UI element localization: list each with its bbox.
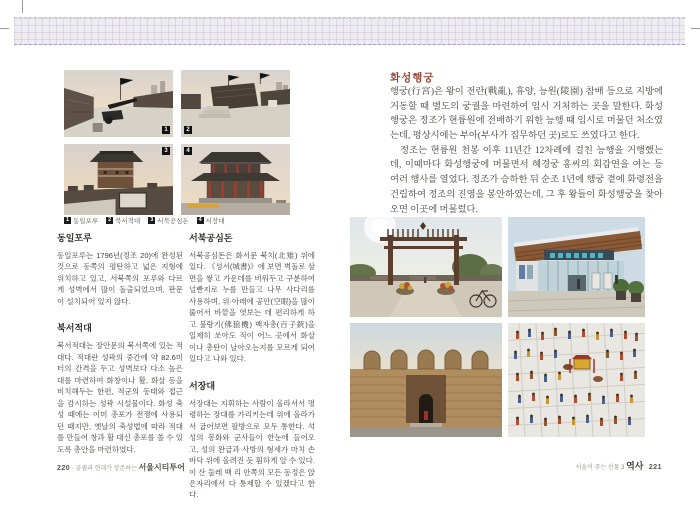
page-title: 화성행궁: [390, 72, 435, 84]
brick-tower-illustration: [64, 144, 173, 215]
photo-number-badge: 1: [162, 126, 170, 134]
footer-separator: ·: [71, 466, 74, 472]
footer-section-name: 역사: [626, 461, 644, 471]
rampart-steps-illustration: [181, 70, 290, 137]
caption-number-square: 1: [65, 217, 70, 223]
crop-mark-right: [691, 28, 700, 29]
photo-dongilporu: [64, 70, 173, 137]
section-body: 서북공심돈은 화서문 북치(北雉) 위에 있다. 《성서(城書)》에 보면 벽돌로 삼면을 쌓고 가운데를 비워두고 구분하여 널빤지로 누를 만들고 나무 사다리를 사용하며, 위·아래에 공안(空眼)을 많이 뚫어서 바깥을 엿보는 데 편리하게 하고 불랑기(佛狼機) 백자총(百子銃)을 일제히 쏘아도 적이 어느 곳에서 화살이나 총탄이 날아오는지를 모르게 되어 있다고 나와 있다.: [189, 251, 315, 364]
crop-mark-vertical: [22, 0, 23, 13]
footer-separator: ·: [645, 465, 648, 471]
modern-building-illustration: [508, 217, 645, 317]
footer-series: 서울이 주는 선물 3: [575, 465, 625, 471]
caption-label: 북서적대: [115, 218, 141, 225]
cannon-rampart-illustration: [64, 70, 173, 137]
caption-label: 서장대: [205, 218, 225, 225]
caption-number-square: 2: [108, 217, 112, 223]
section-body: 서장대는 지휘하는 사람이 올라서서 명령하는 장대를 가리키는데 위에 올라가서 굽어보면 팔방으로 모두 통한다. 석성의 봉화와 군사들이 한눈에 들어오고, 성의 완급과 사방의 형세가 마치 손바닥 위에 올려진 듯 훤하게 알 수 있다. 이 산 둘레 백 리 안쪽의 모든 동정은 앉은자리에서 다 통제할 수 있겠다고 한다.: [189, 398, 315, 500]
tile-mural-illustration: [508, 323, 645, 437]
caption-label: 서북공심돈: [157, 218, 189, 225]
photo-caption-row: [64, 216, 324, 225]
caption-item: [106, 216, 140, 225]
crop-mark-left: [0, 28, 9, 29]
caption-item: [197, 216, 225, 225]
book-title: 서울시티투어: [138, 463, 185, 472]
section-body: 북서적대는 장안문의 북서쪽에 있는 적대다. 적대란 성곽의 중간에 약 82.6미터의 간격을 두고 성벽보다 다소 높은 대를 마련하여 화창이나 활, 화살 등을 비치해두는 한편, 적군의 동태와 접근을 감시하는 성곽 시설물이다. 화성 축성 때에는 이미 총포가 전쟁에 사용되던 때지만, 옛날의 축성법에 따라 적대를 만들어 창과 활 대신 총포를 쏠 수 있도록 총안을 마련하였다.: [57, 341, 183, 454]
body-paragraph-1: 행궁(行宮)은 왕이 전란(戰亂), 휴양, 능원(陵園) 참배 등으로 지방에 거동할 때 별도의 궁궐을 마련하여 임시 거처하는 곳을 말한다. 화성행궁은 정조가 현륭원에 전배하기 위한 능행 때 임시로 머물던 처소였는데, 평상시에는 부아(부사가 집무하던 곳)로도 쓰였다고 한다.: [390, 87, 663, 142]
photo-seojangdae: [181, 144, 290, 215]
caption-item: [64, 216, 98, 225]
caption-number-square: 4: [198, 217, 202, 223]
beacon-tower-wall-illustration: [350, 323, 502, 437]
page-number-right: 221: [648, 464, 662, 471]
caption-item: [148, 216, 188, 225]
left-page-footer: [57, 462, 185, 473]
photo-number-badge: 4: [184, 147, 192, 155]
right-page-footer: [575, 459, 662, 472]
page-number-left: 220: [57, 465, 71, 472]
photo-number-badge: 2: [184, 126, 192, 134]
photo-procession-mural: [508, 323, 645, 437]
body-paragraph-2: 정조는 현륭원 천봉 이후 11년간 12차례에 걸친 능행을 거행했는데, 이때마다 화성행궁에 머물면서 혜경궁 홍씨의 회갑연을 여는 등 여러 행사를 열었다. 정조가 승하한 뒤 순조 1년에 행궁 곁에 화령전을 건립하여 정조의 진영을 봉안하였는데, 그 후 왕들이 화성행궁을 찾아오면 이곳에 머물렀다.: [390, 145, 663, 215]
left-text-column-1: [57, 231, 183, 469]
section-heading-dongilporu: 동일포루: [57, 233, 92, 243]
photo-bongdon-wall: [350, 323, 502, 437]
decorative-grid-strip: [14, 17, 685, 45]
right-body-text: [390, 85, 663, 217]
wooden-gate-illustration: [350, 217, 502, 317]
section-heading-bukseojeokdae: 북서적대: [57, 323, 92, 334]
footer-subtitle: 궁궐과 현대가 상존하는: [75, 466, 137, 472]
photo-number-badge: 3: [162, 147, 170, 155]
photo-visitor-center: [508, 217, 645, 317]
section-body: 동일포루는 1796년(정조 20)에 완성된 것으로 동쪽의 평탄하고 넓은 지형에 위치하고 있고, 서북쪽의 포루와 다르게 성벽에서 많이 돌출되었으며, 판문이 설치되어 있지 않다.: [57, 251, 183, 306]
photo-bukseojeokdae: [181, 70, 290, 137]
section-heading-seobukgongsimdon: 서북공심돈: [189, 233, 233, 243]
left-text-column-2: [189, 231, 315, 515]
section-heading-seojangdae: 서장대: [189, 380, 216, 391]
caption-label: 동일포루: [73, 218, 99, 225]
caption-number-square: 3: [150, 217, 154, 223]
pavilion-illustration: [181, 144, 290, 215]
photo-seobukgongsimdon: [64, 144, 173, 215]
photo-hongsalmun-gate: [350, 217, 502, 317]
